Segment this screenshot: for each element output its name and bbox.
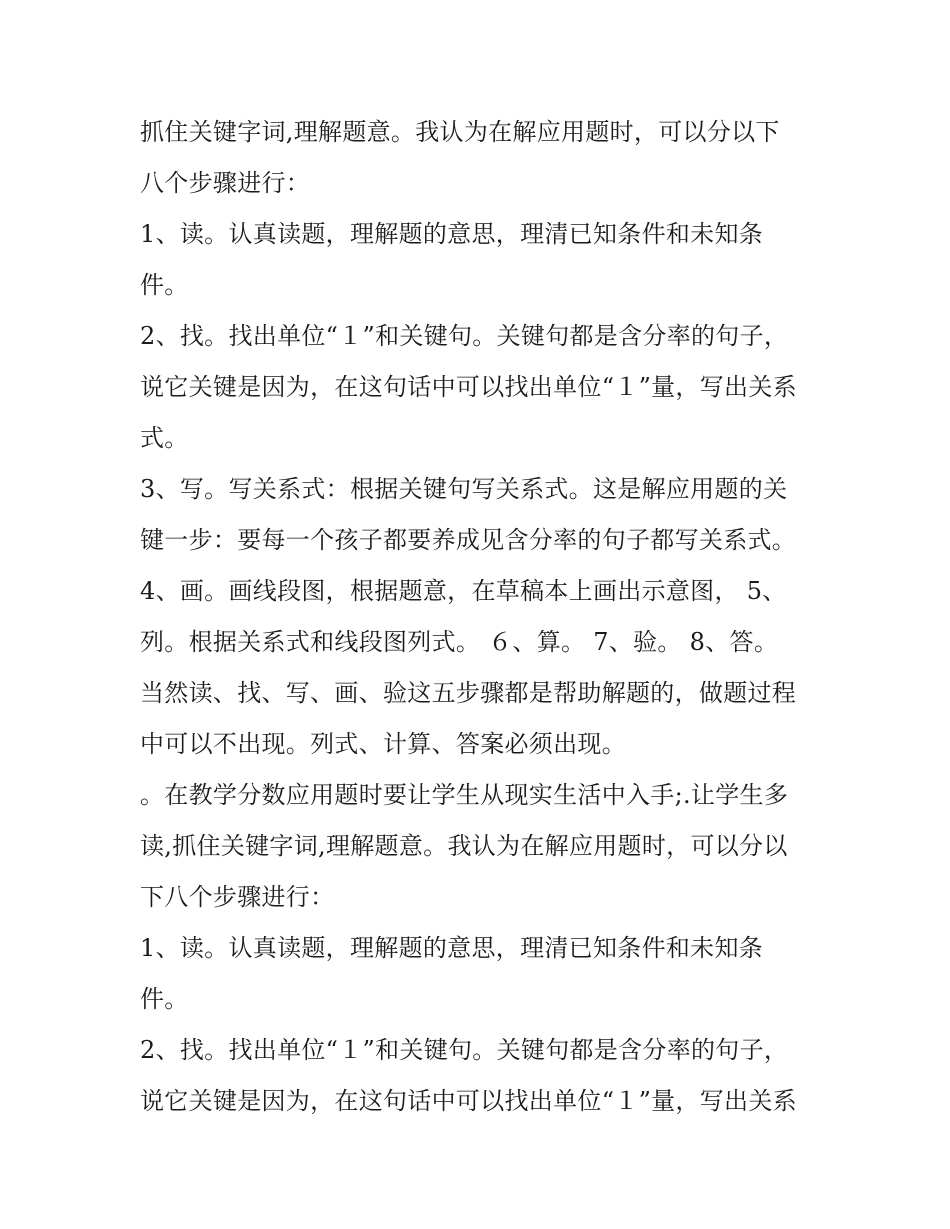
- text-line: 2、找。找出单位“１”和关键句。关键句都是含分率的句子，: [140, 322, 789, 350]
- document-body: [140, 107, 830, 1127]
- text-line: 当然读、找、写、画、验这五步骤都是帮助解题的，做题过程: [140, 679, 797, 707]
- text-line: 抓住关键字词,理解题意。我认为在解应用题时，可以分以下: [140, 118, 780, 146]
- text-line: 件。: [140, 985, 189, 1013]
- text-line: 说它关键是因为，在这句话中可以找出单位“１”量，写出关系: [140, 373, 797, 401]
- text-line: 列。根据关系式和线段图列式。 ６、算。 7、验。 8、答。: [140, 628, 779, 656]
- text-line: 1、读。认真读题，理解题的意思，理清已知条件和未知条: [140, 934, 764, 962]
- text-line: 3、写。写关系式：根据关键句写关系式。这是解应用题的关: [140, 475, 788, 503]
- text-line: 1、读。认真读题，理解题的意思，理清已知条件和未知条: [140, 220, 764, 248]
- text-line: 读,抓住关键字词,理解题意。我认为在解应用题时，可以分以: [140, 832, 788, 860]
- text-line: 件。: [140, 271, 189, 299]
- text-line: 键一步：要每一个孩子都要养成见含分率的句子都写关系式。: [140, 526, 797, 554]
- text-line: 2、找。找出单位“１”和关键句。关键句都是含分率的句子，: [140, 1036, 789, 1064]
- text-line: 八个步骤进行：: [140, 169, 311, 197]
- text-line: 中可以不出现。列式、计算、答案必须出现。: [140, 730, 626, 758]
- text-line: 4、画。画线段图，根据题意，在草稿本上画出示意图， 5、: [140, 577, 787, 605]
- text-line: 。在教学分数应用题时要让学生从现实生活中入手;.让学生多: [140, 781, 789, 809]
- text-line: 式。: [140, 424, 189, 452]
- text-line: 下八个步骤进行：: [140, 883, 335, 911]
- text-line: 说它关键是因为，在这句话中可以找出单位“１”量，写出关系: [140, 1087, 797, 1115]
